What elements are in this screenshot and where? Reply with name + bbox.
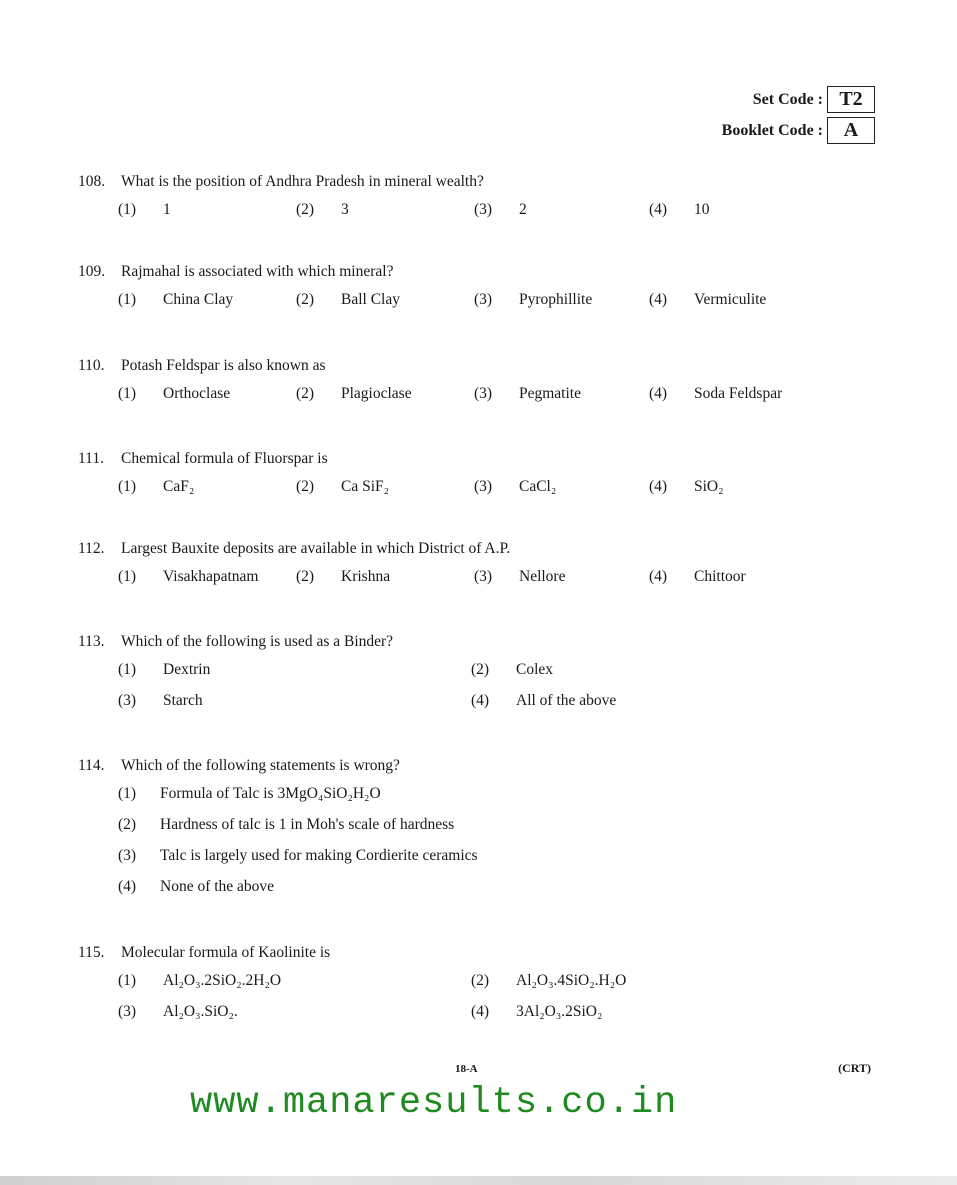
option-number: (2)	[471, 661, 490, 678]
option-text: 3Al₂O₃.2SiO₂	[516, 1003, 603, 1020]
option-text: 2	[519, 201, 527, 218]
set-code-row	[722, 84, 875, 115]
option-text: Ball Clay	[341, 291, 400, 308]
header-codes	[722, 84, 875, 146]
option-text: Orthoclase	[163, 385, 231, 402]
option-3	[474, 284, 649, 315]
option-1	[118, 965, 471, 996]
option-number: (4)	[471, 692, 490, 709]
option-1	[118, 378, 296, 409]
question-text: Chemical formula of Fluorspar is	[121, 450, 328, 467]
option-text: Soda Feldspar	[694, 385, 783, 402]
option-text: China Clay	[163, 291, 234, 308]
question-text: Molecular formula of Kaolinite is	[121, 944, 331, 961]
option-number: (2)	[296, 291, 315, 308]
question-stem	[78, 260, 878, 284]
option-number: (2)	[296, 478, 315, 495]
option-3	[474, 378, 649, 409]
question-text: Largest Bauxite deposits are available in which District of A.P.	[121, 540, 511, 557]
option-text: Talc is largely used for making Cordierite ceramics	[160, 847, 478, 864]
option-text: 10	[694, 201, 710, 218]
option-4	[649, 194, 849, 225]
options-row	[78, 561, 878, 592]
options-row	[78, 778, 878, 809]
option-1	[118, 561, 296, 592]
scan-edge	[0, 1176, 957, 1185]
question-stem	[78, 447, 878, 471]
option-number: (4)	[649, 385, 668, 402]
options-row	[78, 378, 878, 409]
booklet-code-label: Booklet Code :	[721, 121, 823, 139]
option-number: (3)	[474, 385, 493, 402]
question-108	[78, 170, 878, 225]
option-text: Pegmatite	[519, 385, 581, 402]
option-number: (1)	[118, 385, 137, 402]
option-text: None of the above	[160, 878, 275, 895]
option-text: SiO₂	[694, 478, 724, 495]
option-text: All of the above	[516, 692, 617, 709]
option-text: Krishna	[341, 568, 391, 585]
option-number: (1)	[118, 785, 137, 802]
option-number: (1)	[118, 568, 137, 585]
option-number: (3)	[474, 201, 493, 218]
question-114	[78, 754, 878, 902]
option-number: (2)	[296, 201, 315, 218]
option-2	[296, 471, 474, 502]
question-112	[78, 537, 878, 592]
option-number: (3)	[474, 478, 493, 495]
option-1	[118, 284, 296, 315]
option-4	[649, 561, 849, 592]
question-text: Rajmahal is associated with which mineral?	[121, 263, 394, 280]
options-row	[78, 996, 878, 1027]
option-2	[296, 284, 474, 315]
question-number: 109.	[78, 263, 106, 280]
option-1	[118, 778, 818, 809]
option-2	[471, 965, 771, 996]
options-row	[78, 284, 878, 315]
option-text: Dextrin	[163, 661, 211, 678]
option-text: Al₂O₃.2SiO₂.2H₂O	[163, 972, 282, 989]
option-number: (4)	[649, 291, 668, 308]
option-text: Colex	[516, 661, 554, 678]
option-3	[118, 840, 818, 871]
option-number: (1)	[118, 972, 137, 989]
question-stem	[78, 170, 878, 194]
options-row	[78, 840, 878, 871]
option-2	[296, 561, 474, 592]
option-3	[118, 685, 471, 716]
option-number: (2)	[118, 816, 137, 833]
options-row	[78, 871, 878, 902]
question-text: What is the position of Andhra Pradesh in mineral wealth?	[121, 173, 484, 190]
option-2	[296, 378, 474, 409]
question-number: 115.	[78, 944, 105, 961]
option-text: Vermiculite	[694, 291, 767, 308]
question-number: 108.	[78, 173, 106, 190]
options-row	[78, 654, 878, 685]
option-number: (4)	[118, 878, 137, 895]
question-number: 111.	[78, 450, 104, 467]
option-number: (3)	[118, 692, 137, 709]
options-row	[78, 809, 878, 840]
option-4	[649, 284, 849, 315]
option-number: (1)	[118, 661, 137, 678]
question-stem	[78, 630, 878, 654]
question-113	[78, 630, 878, 716]
option-text: Formula of Talc is 3MgO₄SiO₂H₂O	[160, 785, 381, 802]
question-text: Which of the following is used as a Binder?	[121, 633, 394, 650]
question-text: Which of the following statements is wrong?	[121, 757, 400, 774]
question-115	[78, 941, 878, 1027]
option-text: Ca SiF₂	[341, 478, 390, 495]
option-text: Al₂O₃.SiO₂.	[163, 1003, 238, 1020]
option-number: (3)	[474, 291, 493, 308]
option-1	[118, 471, 296, 502]
option-text: Starch	[163, 692, 203, 709]
option-text: Pyrophillite	[519, 291, 593, 308]
option-4	[649, 378, 849, 409]
options-row	[78, 194, 878, 225]
option-text: 3	[341, 201, 349, 218]
question-111	[78, 447, 878, 502]
option-number: (2)	[296, 568, 315, 585]
option-4	[471, 685, 771, 716]
booklet-code-row	[722, 115, 875, 146]
option-number: (1)	[118, 201, 137, 218]
option-3	[474, 561, 649, 592]
option-4	[471, 996, 771, 1027]
option-number: (4)	[471, 1003, 490, 1020]
question-number: 110.	[78, 357, 105, 374]
option-2	[296, 194, 474, 225]
option-number: (4)	[649, 568, 668, 585]
page-code: 18-A	[455, 1063, 478, 1075]
option-2	[471, 654, 771, 685]
website-watermark: www.manaresults.co.in	[190, 1082, 678, 1124]
paper-code: (CRT)	[838, 1061, 871, 1075]
question-number: 113.	[78, 633, 105, 650]
question-number: 112.	[78, 540, 105, 557]
set-code-label: Set Code :	[752, 90, 823, 108]
question-text: Potash Feldspar is also known as	[121, 357, 326, 374]
option-number: (4)	[649, 201, 668, 218]
option-number: (3)	[118, 1003, 137, 1020]
option-3	[474, 471, 649, 502]
question-109	[78, 260, 878, 315]
option-number: (1)	[118, 291, 137, 308]
option-text: CaF₂	[163, 478, 195, 495]
option-1	[118, 654, 471, 685]
option-3	[474, 194, 649, 225]
set-code-box: T2	[827, 86, 875, 113]
option-4	[649, 471, 849, 502]
option-text: Nellore	[519, 568, 566, 585]
option-number: (2)	[296, 385, 315, 402]
option-4	[118, 871, 818, 902]
question-number: 114.	[78, 757, 105, 774]
option-2	[118, 809, 818, 840]
option-text: CaCl₂	[519, 478, 557, 495]
option-text: Hardness of talc is 1 in Moh's scale of hardness	[160, 816, 455, 833]
options-row	[78, 685, 878, 716]
option-1	[118, 194, 296, 225]
booklet-code-box: A	[827, 117, 875, 144]
question-stem	[78, 754, 878, 778]
option-3	[118, 996, 471, 1027]
option-text: Visakhapatnam	[163, 568, 259, 585]
option-text: Plagioclase	[341, 385, 412, 402]
option-number: (2)	[471, 972, 490, 989]
option-number: (1)	[118, 478, 137, 495]
question-stem	[78, 537, 878, 561]
option-number: (3)	[474, 568, 493, 585]
question-stem	[78, 941, 878, 965]
question-stem	[78, 354, 878, 378]
option-number: (3)	[118, 847, 137, 864]
option-text: Al₂O₃.4SiO₂.H₂O	[516, 972, 627, 989]
options-row	[78, 965, 878, 996]
options-row	[78, 471, 878, 502]
option-text: Chittoor	[694, 568, 746, 585]
option-number: (4)	[649, 478, 668, 495]
option-text: 1	[163, 201, 171, 218]
question-110	[78, 354, 878, 409]
